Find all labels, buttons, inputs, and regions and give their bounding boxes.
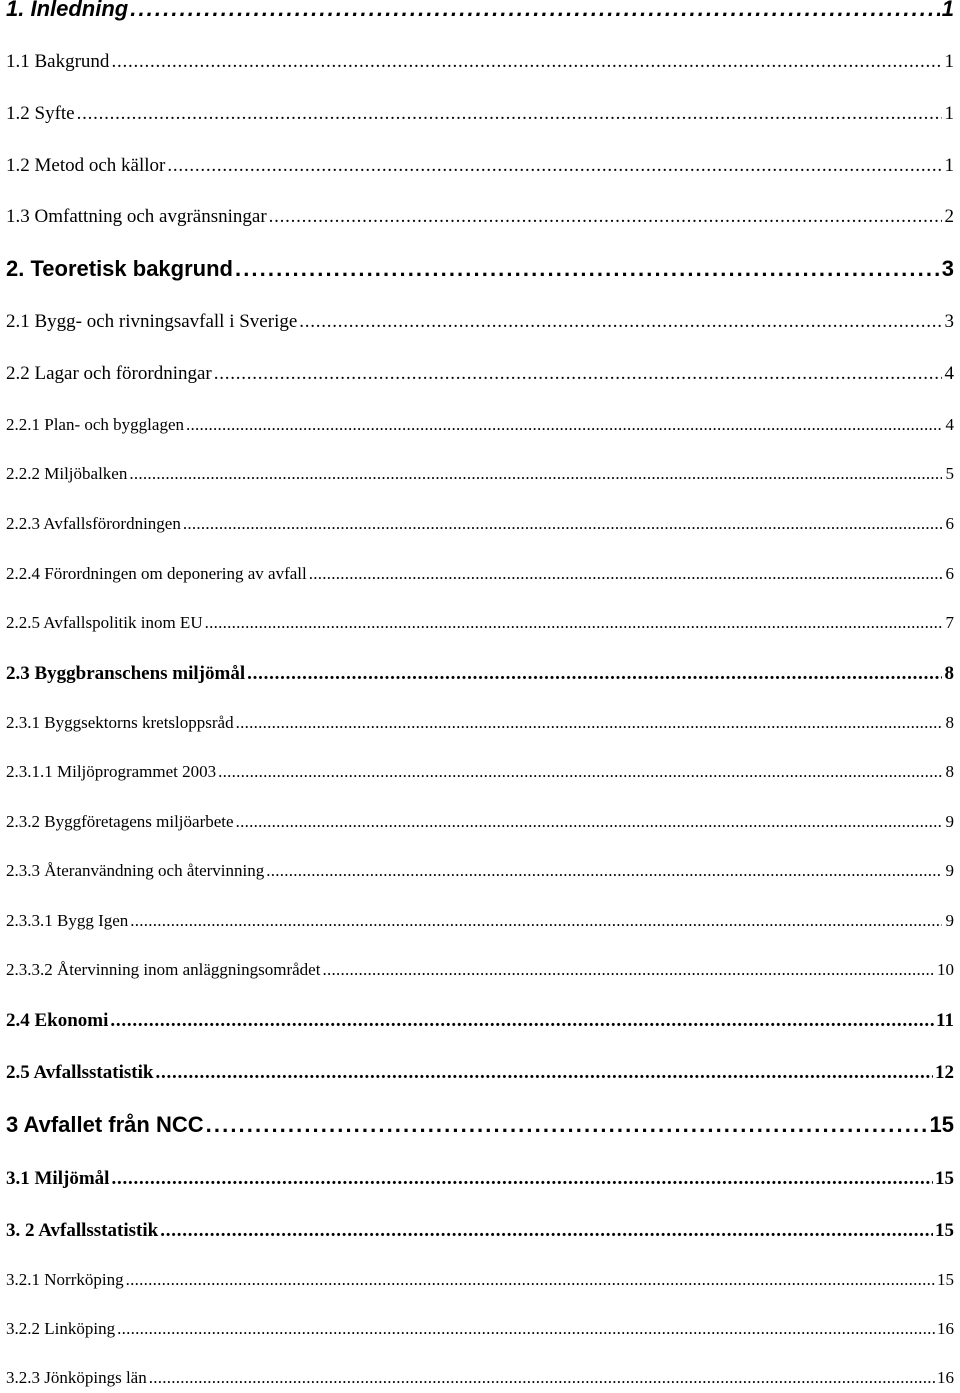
toc-entry[interactable] [6, 861, 954, 881]
leader-dots [129, 464, 942, 484]
toc-entry[interactable] [6, 0, 954, 22]
toc-entry-label: 3 Avfallet från NCC [6, 1112, 204, 1137]
toc-entry[interactable] [6, 762, 954, 782]
toc-entry-label: 1. Inledning [6, 0, 129, 21]
toc-entry-page: 7 [945, 613, 954, 632]
toc-entry[interactable] [6, 911, 954, 931]
leader-dots [214, 363, 942, 385]
toc-entry[interactable] [6, 256, 954, 282]
toc-entry-page: 11 [936, 1010, 954, 1031]
toc-entry-page: 1 [944, 103, 954, 124]
toc-entry-page: 5 [945, 464, 954, 483]
toc-entry-page: 16 [937, 1319, 954, 1338]
toc-entry-label: 1.2 Syfte [6, 103, 75, 124]
toc-entry-label: 2.1 Bygg- och rivningsavfall i Sverige [6, 311, 298, 332]
toc-entry-page: 9 [945, 911, 954, 930]
toc-entry[interactable] [6, 206, 954, 228]
leader-dots [236, 713, 942, 733]
toc-entry-label: 2.4 Ekonomi [6, 1010, 109, 1031]
leader-dots [309, 564, 942, 584]
leader-dots [266, 861, 942, 881]
toc-entry-page: 1 [944, 155, 954, 176]
leader-dots [218, 762, 942, 782]
toc-entry-label: 2.2.4 Förordningen om deponering av avfall [6, 564, 307, 583]
toc-entry-label: 2.2.2 Miljöbalken [6, 464, 128, 483]
toc-entry-label: 2.3 Byggbranschens miljömål [6, 663, 246, 684]
toc-entry-page: 9 [945, 861, 954, 880]
leader-dots [299, 311, 942, 333]
toc-entry[interactable] [6, 514, 954, 534]
toc-entry-label: 2.3.1.1 Miljöprogrammet 2003 [6, 762, 217, 781]
toc-entry[interactable] [6, 464, 954, 484]
leader-dots [149, 1368, 935, 1388]
toc-entry-label: 3.2.1 Norrköping [6, 1270, 124, 1289]
toc-entry-label: 1.2 Metod och källor [6, 155, 166, 176]
toc-entry-label: 2.3.2 Byggföretagens miljöarbete [6, 812, 234, 831]
toc-entry[interactable] [6, 663, 954, 685]
leader-dots [111, 51, 942, 73]
toc-entry[interactable] [6, 713, 954, 733]
toc-entry-page: 15 [937, 1270, 954, 1289]
toc-entry[interactable] [6, 51, 954, 73]
leader-dots [130, 911, 942, 931]
toc-entry[interactable] [6, 1220, 954, 1242]
toc-entry-label: 2.5 Avfallsstatistik [6, 1062, 154, 1083]
toc-entry-label: 3.2.3 Jönköpings län [6, 1368, 147, 1387]
toc-entry-page: 6 [945, 564, 954, 583]
toc-entry[interactable] [6, 1112, 954, 1138]
leader-dots [130, 0, 940, 22]
leader-dots [167, 155, 942, 177]
toc-entry[interactable] [6, 564, 954, 584]
toc-entry-label: 2.2.3 Avfallsförordningen [6, 514, 181, 533]
leader-dots [77, 103, 942, 125]
toc-entry-page: 8 [944, 663, 954, 684]
leader-dots [235, 256, 940, 282]
toc-entry-page: 8 [945, 762, 954, 781]
toc-entry-page: 6 [945, 514, 954, 533]
toc-entry[interactable] [6, 1368, 954, 1388]
toc-entry[interactable] [6, 1010, 954, 1032]
toc-entry-page: 8 [945, 713, 954, 732]
toc-entry-page: 4 [944, 363, 954, 384]
toc-entry-page: 9 [945, 812, 954, 831]
toc-entry-page: 1 [941, 0, 954, 21]
toc-entry-label: 3.1 Miljömål [6, 1168, 110, 1189]
toc-entry-page: 15 [935, 1168, 954, 1189]
leader-dots [183, 514, 942, 534]
toc-entry-label: 2.2.1 Plan- och bygglagen [6, 415, 184, 434]
leader-dots [110, 1010, 934, 1032]
leader-dots [155, 1062, 933, 1084]
toc-entry[interactable] [6, 155, 954, 177]
toc-entry[interactable] [6, 103, 954, 125]
toc-entry[interactable] [6, 960, 954, 980]
leader-dots [206, 1112, 928, 1138]
leader-dots [247, 663, 942, 685]
toc-entry[interactable] [6, 613, 954, 633]
toc-entry[interactable] [6, 311, 954, 333]
toc-entry[interactable] [6, 1270, 954, 1290]
toc-entry-page: 1 [944, 51, 954, 72]
toc-entry-label: 2.3.1 Byggsektorns kretsloppsråd [6, 713, 234, 732]
toc-entry[interactable] [6, 1168, 954, 1190]
toc-entry-label: 1.3 Omfattning och avgränsningar [6, 206, 267, 227]
toc-entry-page: 3 [941, 256, 954, 281]
leader-dots [160, 1220, 933, 1242]
toc-entry-label: 2. Teoretisk bakgrund [6, 256, 233, 281]
toc-entry[interactable] [6, 415, 954, 435]
toc-entry-page: 16 [937, 1368, 954, 1387]
toc-entry-label: 3. 2 Avfallsstatistik [6, 1220, 159, 1241]
leader-dots [322, 960, 935, 980]
toc-entry-label: 2.2.5 Avfallspolitik inom EU [6, 613, 203, 632]
toc-entry-label: 2.3.3.1 Bygg Igen [6, 911, 129, 930]
toc-entry[interactable] [6, 1062, 954, 1084]
leader-dots [117, 1319, 935, 1339]
toc-entry-label: 2.2 Lagar och förordningar [6, 363, 212, 384]
toc-entry-label: 1.1 Bakgrund [6, 51, 110, 72]
leader-dots [269, 206, 942, 228]
toc-entry-page: 2 [944, 206, 954, 227]
toc-entry-label: 2.3.3 Återanvändning och återvinning [6, 861, 265, 880]
toc-entry-page: 3 [944, 311, 954, 332]
toc-entry-label: 2.3.3.2 Återvinning inom anläggningsområdet [6, 960, 321, 979]
toc-entry-page: 15 [935, 1220, 954, 1241]
toc-entry-page: 10 [937, 960, 954, 979]
toc-entry-page: 4 [945, 415, 954, 434]
toc-entry-label: 3.2.2 Linköping [6, 1319, 116, 1338]
leader-dots [126, 1270, 935, 1290]
leader-dots [186, 415, 942, 435]
toc-entry[interactable] [6, 363, 954, 385]
leader-dots [236, 812, 942, 832]
toc-entry[interactable] [6, 1319, 954, 1339]
toc-entry-page: 15 [929, 1112, 954, 1137]
toc-entry[interactable] [6, 812, 954, 832]
toc-entry-page: 12 [935, 1062, 954, 1083]
leader-dots [111, 1168, 933, 1190]
leader-dots [205, 613, 942, 633]
